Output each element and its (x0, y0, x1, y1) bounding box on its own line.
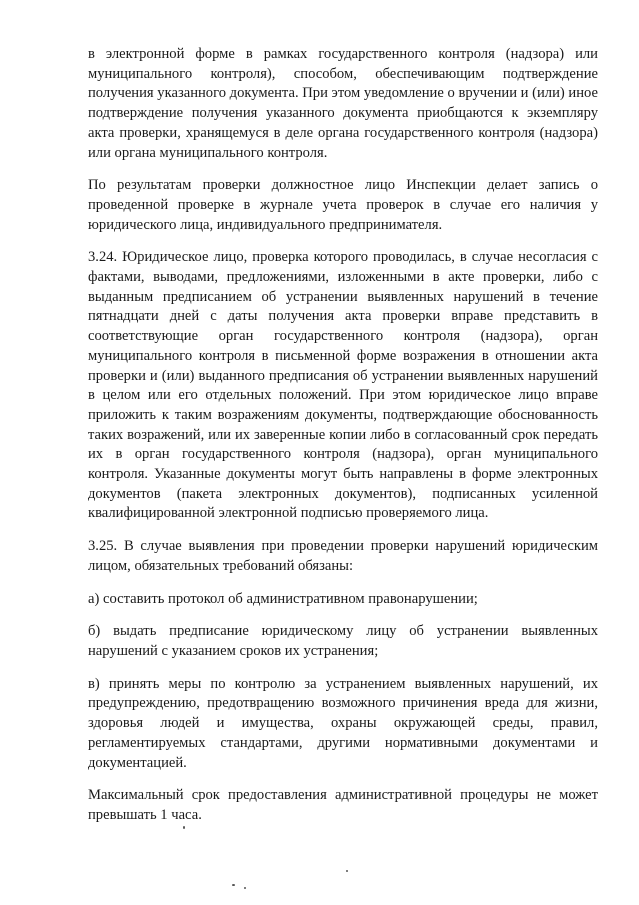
list-item-b-prescription: б) выдать предписание юридическому лицу об устранении выявленных нарушений с указанием сроков их устранения; (88, 623, 598, 659)
scan-speck (183, 826, 185, 829)
paragraph-3-25-obligations: 3.25. В случае выявления при проведении проверки нарушений юридическим лицом, обязательных требований обязаны: (88, 538, 598, 574)
scan-speck (244, 887, 246, 889)
paragraph-3-24-objections: 3.24. Юридическое лицо, проверка которого проводилась, в случае несогласия с фактами, выводами, предложениями, изложенными в акте проверки, либо с выданным предписанием об устранении выявленных нарушений в течение пятнадцати дней с даты получения акта проверки вправе представить в соответствующие орган государственного контроля (надзора), орган муниципального контроля в письменной форме возражения в отношении акта проверки и (или) выданного предписания об устранении выявленных нарушений в целом или его отдельных положений. При этом юридическое лицо вправе приложить к таким возражениям документы, подтверждающие обоснованность таких возражений, или их заверенные копии либо в согласованный срок передать их в орган государственного контроля (надзора), орган муниципального контроля. Указанные документы могут быть направлены в форме электронных документов (пакета электронных документов), подписанных усиленной квалифицированной электронной подписью проверяемого лица. (88, 249, 598, 522)
paragraph-delivery-notice: в электронной форме в рамках государственного контроля (надзора) или муниципального контроля), способом, обеспечивающим подтверждение получения указанного документа. При этом уведомление о вручении и (или) иное подтверждение получения указанного документа приобщаются к экземпляру акта проверки, хранящемуся в деле органа государственного контроля (надзора) или органа муниципального контроля. (88, 46, 598, 161)
scan-speck (346, 870, 348, 872)
list-item-v-measures: в) принять меры по контролю за устранением выявленных нарушений, их предупреждению, предотвращению возможного причинения вреда для жизни, здоровья людей и имущества, охраны окружающей среды, правил, регламентируемых стандартами, другими нормативными документами и документацией. (88, 675, 598, 771)
paragraph-max-duration: Максимальный срок предоставления административной процедуры не может превышать 1 часа. (88, 787, 598, 823)
scan-speck (232, 884, 235, 886)
paragraph-inspection-log: По результатам проверки должностное лицо Инспекции делает запись о проведенной проверке в журнале учета проверок в случае его наличия у юридического лица, индивидуального предпринимателя. (88, 177, 598, 233)
list-item-a-protocol: а) составить протокол об административном правонарушении; (88, 590, 478, 607)
document-page (88, 45, 598, 826)
